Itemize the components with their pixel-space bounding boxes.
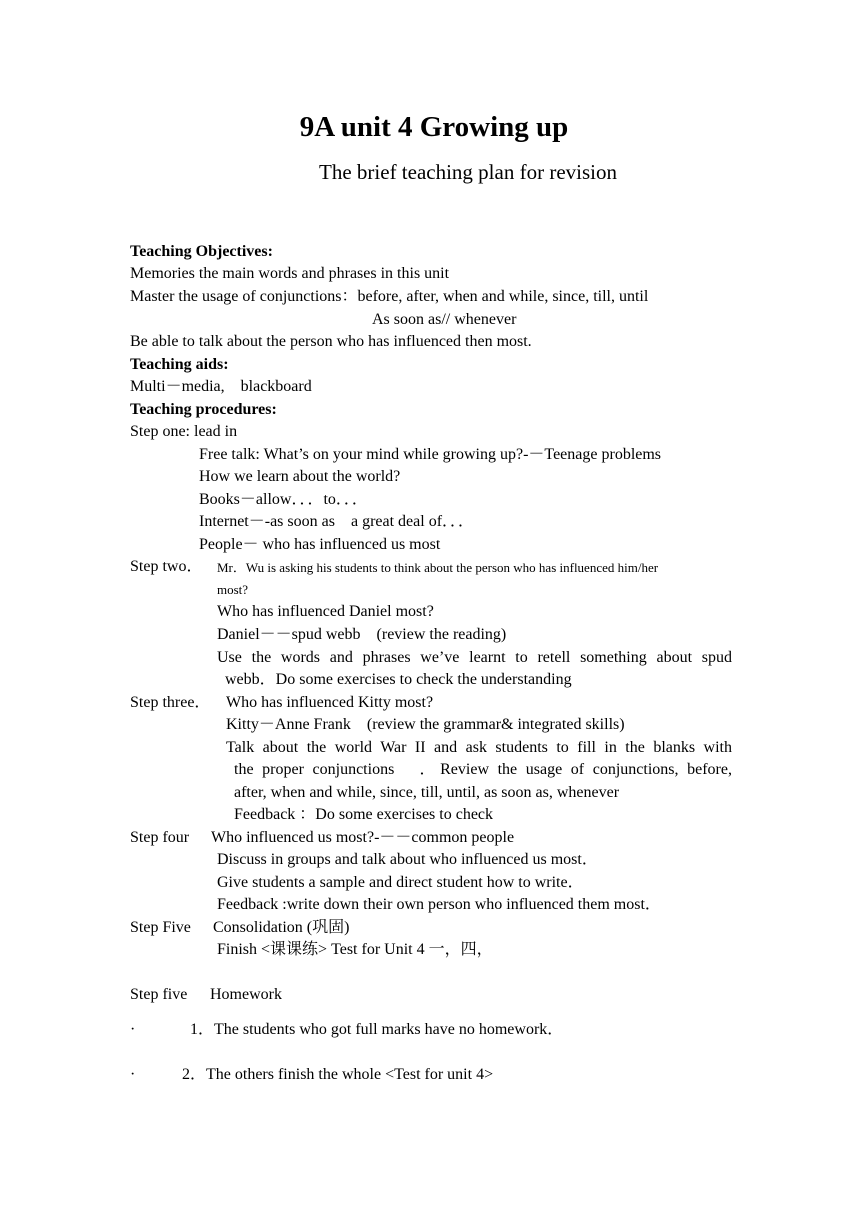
- page-title: 9A unit 4 Growing up: [299, 111, 569, 143]
- step-three-line: Feedback ：Do some exercises to check: [234, 806, 494, 823]
- homework-item: 1．The students who got full marks have no homework．: [190, 1021, 564, 1038]
- step-five-line: Finish <课课练> Test for Unit 4 一，四，: [217, 941, 493, 958]
- step-five-label: Step Five: [130, 919, 191, 936]
- step-one-label: Step one: lead in: [130, 423, 238, 440]
- step-four-line: Who influenced us most?-－－common people: [211, 829, 515, 846]
- step-three-line: Kitty－Anne Frank (review the grammar& integrated skills): [226, 716, 625, 733]
- objective-line: As soon as// whenever: [372, 311, 517, 328]
- step-three-line: after, when and while, since, till, until, as soon as, whenever: [234, 784, 620, 801]
- step-two-label: Step two．: [130, 558, 203, 575]
- objective-line: Be able to talk about the person who has influenced then most.: [130, 333, 532, 350]
- homework-step-line: Homework: [210, 986, 282, 1003]
- step-two-small-line: Mr．Wu is asking his students to think about the person who has influenced him/her: [217, 560, 659, 575]
- procedures-heading: Teaching procedures:: [130, 401, 277, 418]
- step-one-line: People－ who has influenced us most: [199, 536, 441, 553]
- step-four-line: Give students a sample and direct student how to write．: [217, 874, 584, 891]
- objective-line: Master the usage of conjunctions：before, after, when and while, since, till, until: [130, 288, 649, 305]
- aids-heading: Teaching aids:: [130, 356, 229, 373]
- step-one-line: Books－allow．．．to．．．: [199, 491, 368, 508]
- step-one-line: Free talk: What’s on your mind while growing up?-－Teenage problems: [199, 446, 662, 463]
- step-three-line: the proper conjunctions ．Review the usage of conjunctions, before,: [234, 761, 732, 778]
- step-two-line: Who has influenced Daniel most?: [217, 603, 434, 620]
- step-one-line: How we learn about the world?: [199, 468, 401, 485]
- step-three-label: Step three．: [130, 694, 211, 711]
- bullet-icon: ·: [130, 1066, 136, 1083]
- step-two-small-line: most?: [217, 582, 249, 597]
- step-two-line: Use the words and phrases we’ve learnt to retell something about spud: [217, 649, 732, 666]
- step-four-line: Feedback :write down their own person who influenced them most．: [217, 896, 661, 913]
- step-three-line: Talk about the world War II and ask students to fill in the blanks with: [226, 739, 732, 756]
- step-four-label: Step four: [130, 829, 190, 846]
- step-two-line: webb．Do some exercises to check the understanding: [225, 671, 572, 688]
- step-four-line: Discuss in groups and talk about who influenced us most．: [217, 851, 598, 868]
- step-three-line: Who has influenced Kitty most?: [226, 694, 434, 711]
- step-two-line: Daniel－－spud webb (review the reading): [217, 626, 507, 643]
- objective-line: Memories the main words and phrases in this unit: [130, 265, 450, 282]
- bullet-icon: ·: [130, 1021, 136, 1038]
- step-five-line: Consolidation (巩固): [213, 919, 350, 936]
- homework-step-label: Step five: [130, 986, 188, 1003]
- homework-item: 2．The others finish the whole <Test for unit 4>: [182, 1066, 494, 1083]
- page-subtitle: The brief teaching plan for revision: [319, 160, 617, 184]
- step-one-line: Internet－-as soon as a great deal of．．．: [199, 513, 475, 530]
- aids-line: Multi－media, blackboard: [130, 378, 312, 395]
- objectives-heading: Teaching Objectives:: [130, 243, 273, 260]
